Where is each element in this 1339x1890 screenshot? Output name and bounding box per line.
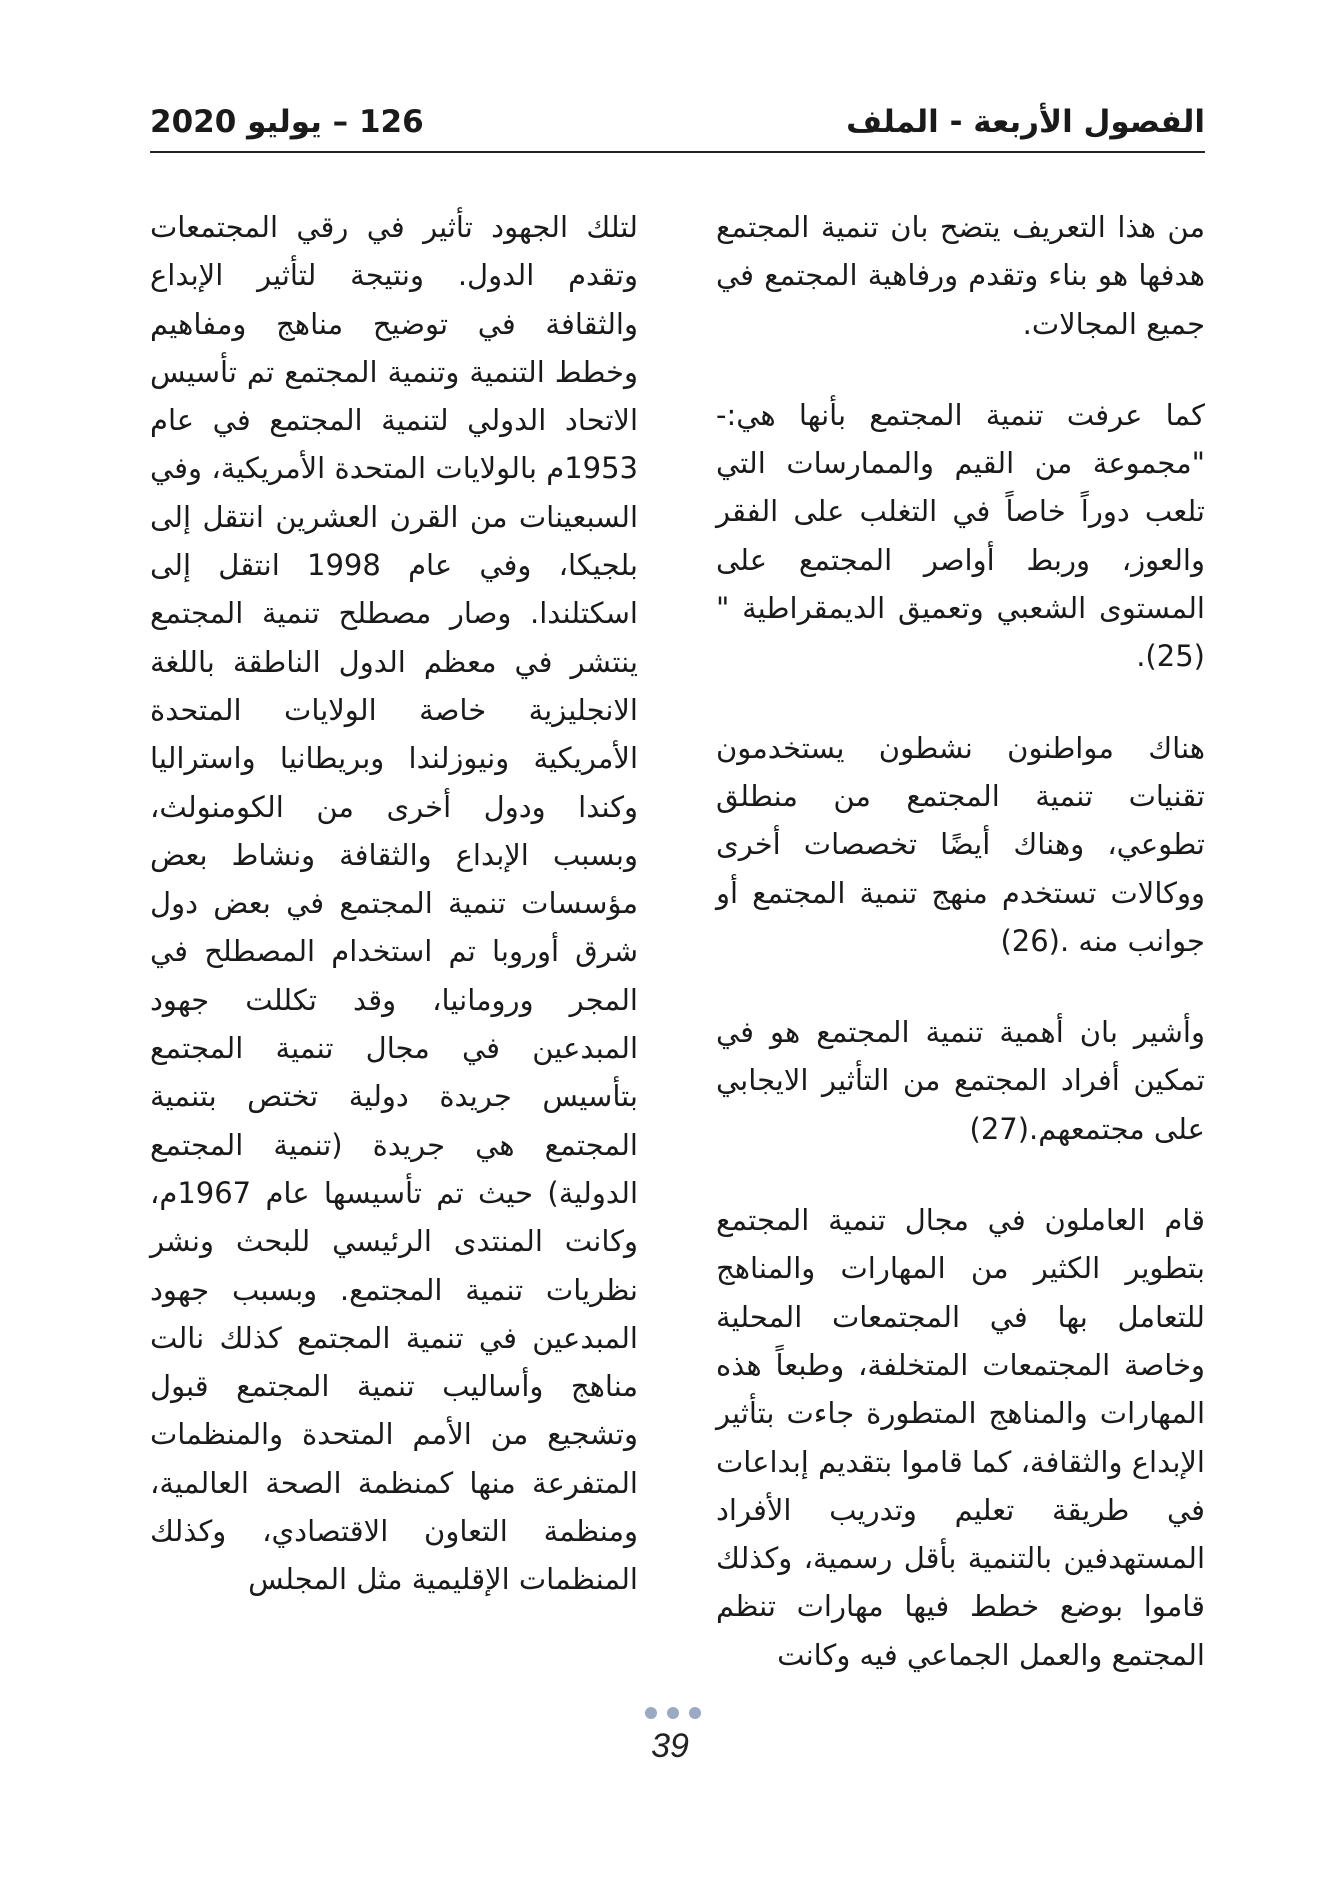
paragraph: لتلك الجهود تأثير في رقي المجتمعات وتقدم الدول. ونتيجة لتأثير الإبداع والثقافة في توضيح مناهج ومفاهيم وخطط التنمية وتنمية المجتمع تم تأسيس الاتحاد الدولي لتنمية المجتمع في عام 1953م بالولايات المتحدة الأمريكية، وفي السبعينات من القرن العشرين انتقل إلى بلجيكا، وفي عام 1998 انتقل إلى اسكتلندا. وصار مصطلح تنمية المجتمع ينتشر في معظم الدول الناطقة باللغة الانجليزية خاصة الولايات المتحدة الأمريكية ونيوزلندا وبريطانيا واستراليا وكندا ودول أخرى من الكومنولث، وبسبب الإبداع والثقافة ونشاط بعض مؤسسات تنمية المجتمع في بعض دول شرق أوروبا تم استخدام المصطلح في المجر ورومانيا، وقد تكللت جهود المبدعين في مجال تنمية المجتمع بتأسيس جريدة دولية تختص بتنمية المجتمع هي جريدة (تنمية المجتمع الدولية) حيث تم تأسيسها عام 1967م، وكانت المنتدى الرئيسي للبحث ونشر نظريات تنمية المجتمع. وبسبب جهود المبدعين في تنمية المجتمع كذلك نالت مناهج وأساليب تنمية المجتمع قبول وتشجيع من الأمم المتحدة والمنظمات المتفرعة منها كمنظمة الصحة العالمية، ومنظمة التعاون الاقتصادي، وكذلك المنظمات الإقليمية مثل المجلس	[150, 210, 638, 1597]
header-divider	[150, 151, 1205, 153]
paragraph: هناك مواطنون نشطون يستخدمون تقنيات تنمية المجتمع من منطلق تطوعي، وهناك أيضًا تخصصات أخرى ووكالات تستخدم منهج تنمية المجتمع أو جوانب منه .(26)	[716, 730, 1205, 958]
ornament-dot	[645, 1707, 657, 1719]
paragraph: قام العاملون في مجال تنمية المجتمع بتطوير الكثير من المهارات والمناهج للتعامل بها في المجتمعات المحلية وخاصة المجتمعات المتخلفة، وطبعاً هذه المهارات والمناهج المتطورة جاءت بتأثير الإبداع والثقافة، كما قاموا بتقديم إبداعات في طريقة تعليم وتدريب الأفراد المستهدفين بالتنمية بأقل رسمية، وكذلك قاموا بوضع خطط فيها مهارات تنظم المجتمع والعمل الجماعي فيه وكانت	[716, 1203, 1205, 1672]
paragraph: وأشير بان أهمية تنمية المجتمع هو في تمكين أفراد المجتمع من التأثير الايجابي على مجتمعهم.(27)	[716, 1015, 1205, 1146]
footer-dots-ornament	[645, 1707, 705, 1721]
page-header	[150, 96, 1205, 152]
ornament-dot	[667, 1707, 679, 1719]
journal-title: الفصول الأربعة - الملف	[846, 104, 1205, 140]
text-column-left	[150, 203, 638, 1604]
issue-info: 126 – يوليو 2020	[150, 104, 424, 140]
paragraph: من هذا التعريف يتضح بان تنمية المجتمع هدفها هو بناء وتقدم ورفاهية المجتمع في جميع المجالات.	[716, 210, 1205, 341]
text-column-right	[716, 203, 1205, 1679]
ornament-dot	[689, 1707, 701, 1719]
paragraph: كما عرفت تنمية المجتمع بأنها هي:- "مجموعة من القيم والممارسات التي تلعب دوراً خاصاً في التغلب على الفقر والعوز، وربط أواصر المجتمع على المستوى الشعبي وتعميق الديمقراطية " (25).	[716, 397, 1205, 674]
page-number: 39	[651, 1727, 689, 1765]
